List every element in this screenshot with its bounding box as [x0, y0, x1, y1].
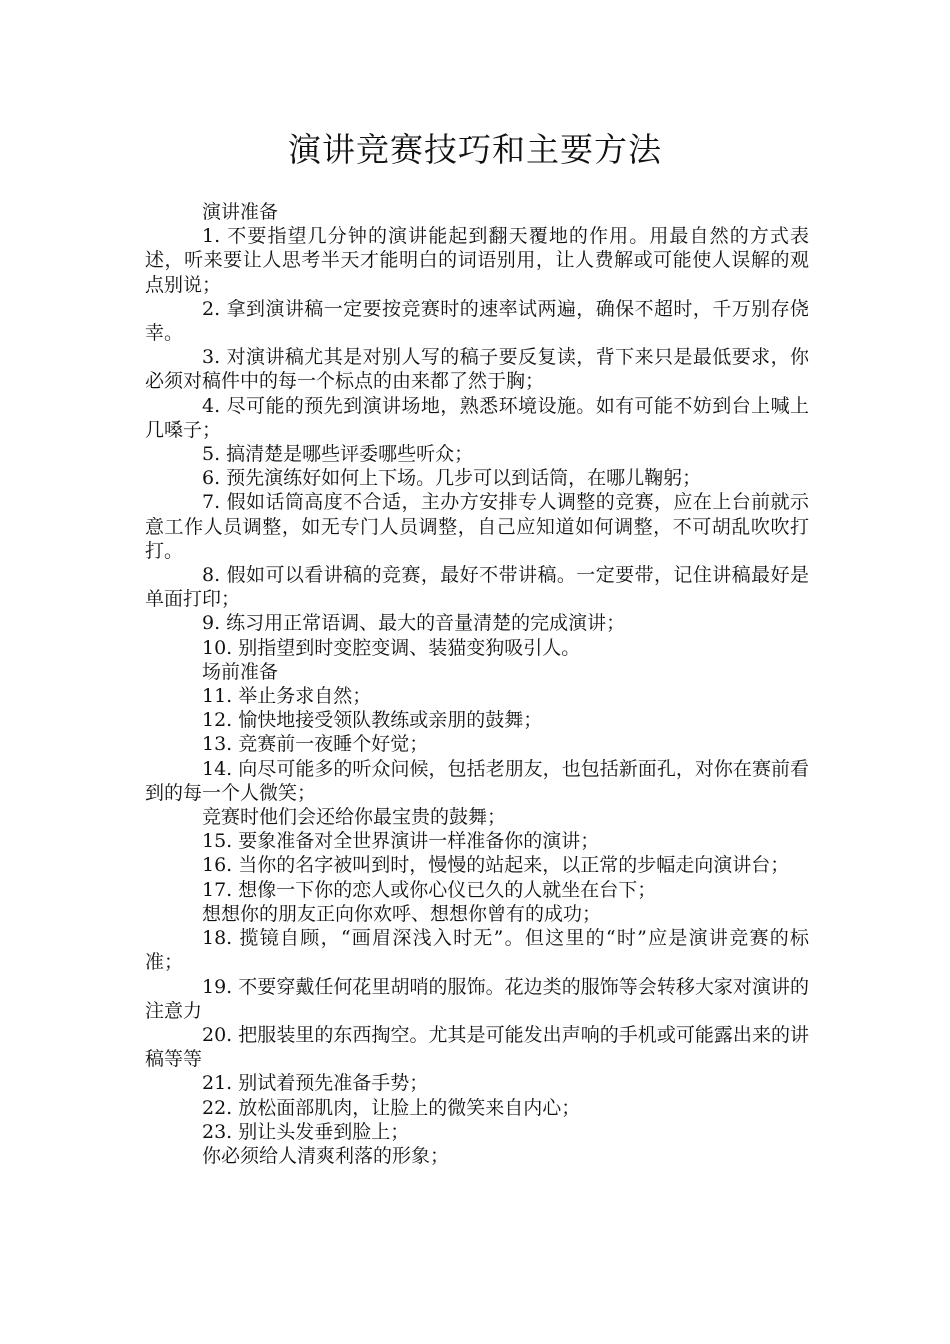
paragraph-item-9: 9. 练习用正常语调、最大的音量清楚的完成演讲； [202, 612, 626, 635]
paragraph-item-11: 11. 举止务求自然； [202, 685, 372, 708]
paragraph-item-17: 17. 想像一下你的恋人或你心仪已久的人就坐在台下； [202, 878, 657, 901]
paragraph-item-3: 3. 对演讲稿尤其是对别人写的稿子要反复读，背下来只是最低要求，你必须对稿件中的每一个标点的由来都了然于胸； [145, 346, 809, 393]
paragraph-item-23: 23. 别让头发垂到脸上； [202, 1120, 410, 1143]
paragraph-item-21: 21. 别试着预先准备手势； [202, 1072, 429, 1095]
document-title: 演讲竞赛技巧和主要方法 [288, 130, 662, 169]
paragraph-item-1: 1. 不要指望几分钟的演讲能起到翻天覆地的作用。用最自然的方式表述，听来要让人思考半天才能明白的词语别用，让人费解或可能使人误解的观点别说； [145, 225, 809, 296]
paragraph-item-12: 12. 愉快地接受领队教练或亲朋的鼓舞； [202, 709, 543, 732]
section-heading-pre-stage: 场前准备 [202, 660, 279, 683]
paragraph-item-16: 16. 当你的名字被叫到时，慢慢的站起来，以正常的步幅走向演讲台； [202, 854, 790, 877]
paragraph-item-2: 2. 拿到演讲稿一定要按竞赛时的速率试两遍，确保不超时，千万别存侥幸。 [145, 297, 809, 345]
paragraph-item-19: 19. 不要穿戴任何花里胡哨的服饰。花边类的服饰等会转移大家对演讲的注意力 [145, 975, 809, 1022]
paragraph-note: 想想你的朋友正向你欢呼、想想你曾有的成功； [202, 902, 602, 925]
paragraph-note: 你必须给人清爽利落的形象； [202, 1144, 450, 1167]
paragraph-item-22: 22. 放松面部肌肉，让脸上的微笑来自内心； [202, 1096, 581, 1119]
paragraph-item-13: 13. 竞赛前一夜睡个好觉； [202, 733, 429, 756]
paragraph-item-18: 18. 揽镜自顾，“画眉深浅入时无”。但这里的“时”应是演讲竞赛的标准； [145, 927, 809, 974]
paragraph-item-8: 8. 假如可以看讲稿的竞赛，最好不带讲稿。一定要带，记住讲稿最好是单面打印； [145, 564, 809, 611]
paragraph-item-6: 6. 预先演练好如何上下场。几步可以到话筒，在哪儿鞠躬； [202, 467, 702, 490]
document-body [145, 200, 809, 1168]
paragraph-note: 竞赛时他们会还给你最宝贵的鼓舞； [202, 806, 507, 829]
paragraph-item-7: 7. 假如话筒高度不合适，主办方安排专人调整的竞赛，应在上台前就示意工作人员调整，如无专门人员调整，自己应知道如何调整，不可胡乱吹吹打打。 [145, 491, 809, 562]
section-heading-preparation: 演讲准备 [202, 201, 279, 223]
paragraph-item-20: 20. 把服装里的东西掏空。尤其是可能发出声响的手机或可能露出来的讲稿等等 [145, 1023, 809, 1071]
paragraph-item-10: 10. 别指望到时变腔变调、装猫变狗吸引人。 [202, 636, 581, 659]
paragraph-item-5: 5. 搞清楚是哪些评委哪些听众； [202, 443, 474, 466]
paragraph-item-14: 14. 向尽可能多的听众问候，包括老朋友，也包括新面孔，对你在赛前看到的每一个人微笑； [145, 757, 809, 804]
paragraph-item-15: 15. 要象准备对全世界演讲一样准备你的演讲； [202, 830, 600, 853]
paragraph-item-4: 4. 尽可能的预先到演讲场地，熟悉环境设施。如有可能不妨到台上喊上几嗓子； [145, 394, 809, 441]
